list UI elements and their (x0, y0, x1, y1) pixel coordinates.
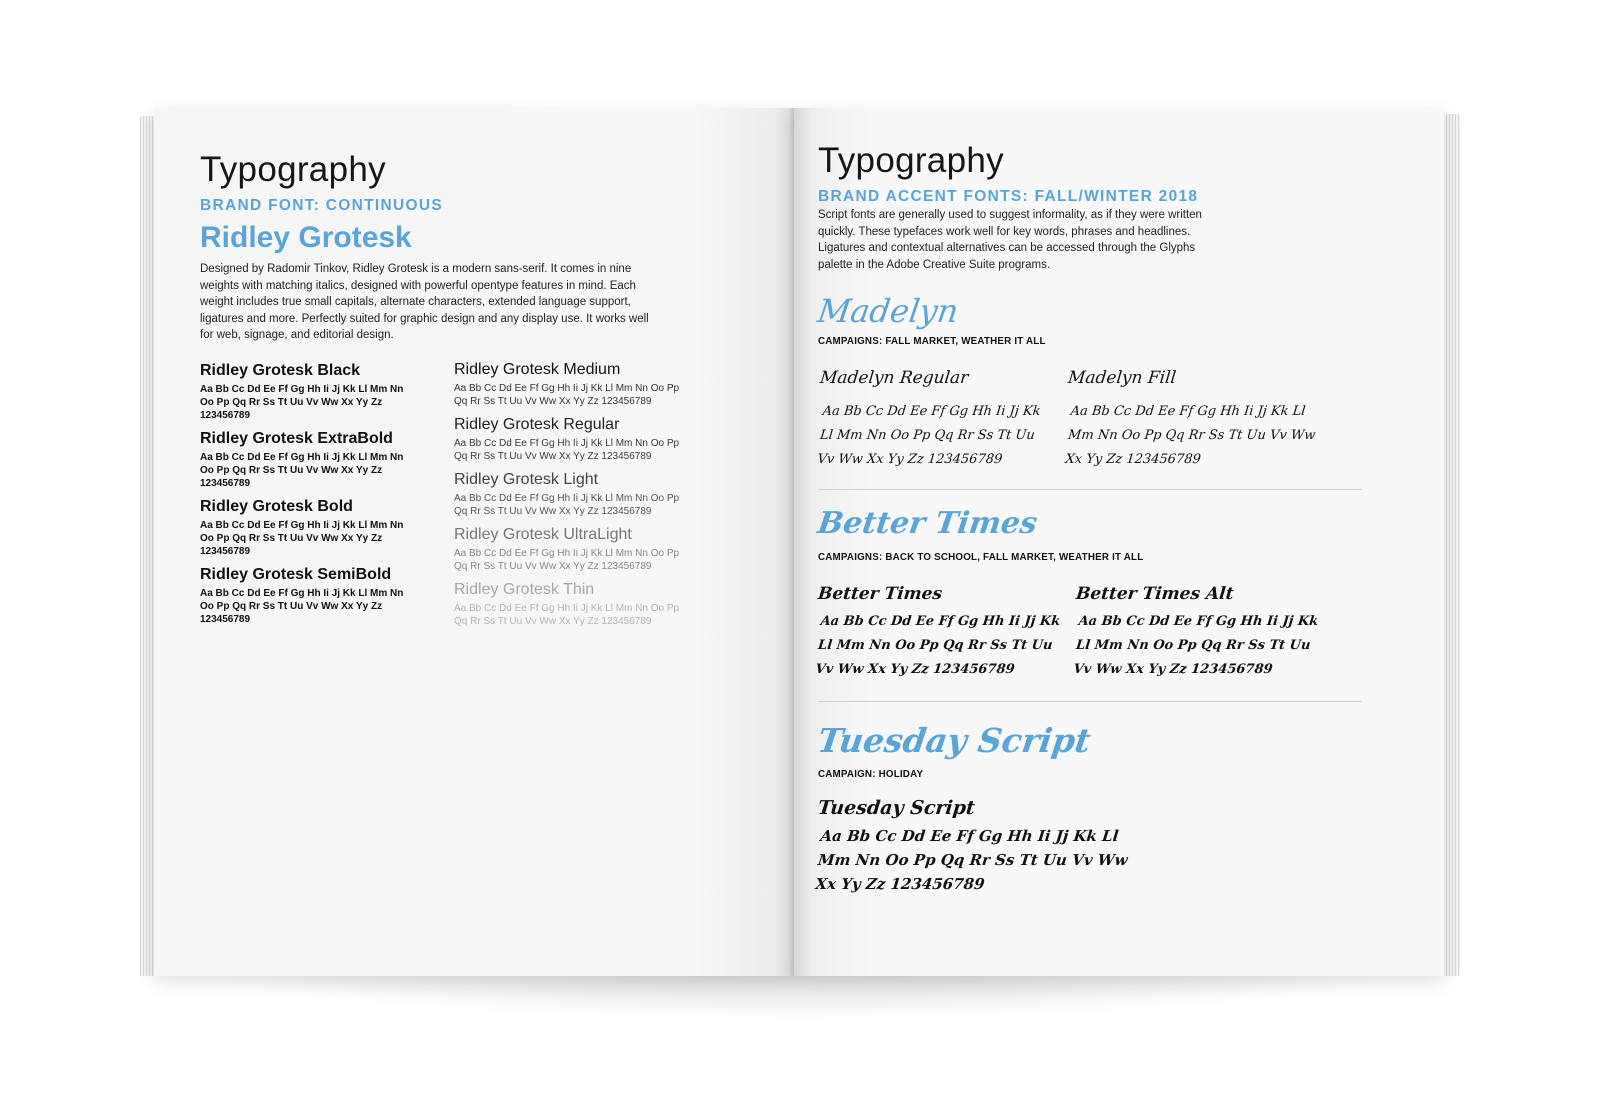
section-divider (818, 701, 1362, 702)
better-times-campaigns: CAMPAIGNS: BACK TO SCHOOL, FALL MARKET, WEATHER IT ALL (818, 552, 1144, 563)
font-family-name: Ridley Grotesk (200, 221, 412, 254)
right-page (794, 108, 1444, 976)
accent-fonts-subtitle: BRAND ACCENT FONTS: FALL/WINTER 2018 (818, 188, 1199, 205)
better-times-regular-name: Better Times (816, 584, 944, 604)
madelyn-title: Madelyn (815, 292, 961, 330)
madelyn-campaigns: CAMPAIGNS: FALL MARKET, WEATHER IT ALL (818, 336, 1046, 347)
weight-glyphs: Aa Bb Cc Dd Ee Ff Gg Hh Ii Jj Kk Ll Mm Nn Oo Pp Qq Rr Ss Tt Uu Vv Ww Xx Yy Zz 123456789 (454, 548, 680, 572)
weight-name: Ridley Grotesk UltraLight (454, 526, 632, 543)
tuesday-script-title: Tuesday Script (815, 721, 1094, 760)
weight-name: Ridley Grotesk SemiBold (200, 566, 392, 583)
weight-glyphs: Aa Bb Cc Dd Ee Ff Gg Hh Ii Jj Kk Ll Mm Nn Oo Pp Qq Rr Ss Tt Uu Vv Ww Xx Yy Zz 123456789 (200, 452, 404, 489)
page-title: Typography (818, 141, 1004, 180)
weight-name: Ridley Grotesk Regular (454, 416, 620, 433)
madelyn-fill-name: Madelyn Fill (1066, 368, 1178, 388)
weight-glyphs: Aa Bb Cc Dd Ee Ff Gg Hh Ii Jj Kk Ll Mm Nn Oo Pp Qq Rr Ss Tt Uu Vv Ww Xx Yy Zz 123456789 (200, 588, 404, 625)
page-edges-right (1444, 114, 1460, 976)
weight-name: Ridley Grotesk Thin (454, 581, 595, 598)
better-times-regular-glyphs: Aa Bb Cc Dd Ee Ff Gg Hh Ii Jj Kk Ll Mm Nn Oo Pp Qq Rr Ss Tt Uu Vv Ww Xx Yy Zz 123456789 (814, 614, 1061, 677)
tuesday-script-name: Tuesday Script (816, 797, 976, 819)
weight-name: Ridley Grotesk Medium (454, 361, 621, 378)
weight-glyphs: Aa Bb Cc Dd Ee Ff Gg Hh Ii Jj Kk Ll Mm Nn Oo Pp Qq Rr Ss Tt Uu Vv Ww Xx Yy Zz 123456789 (454, 603, 680, 627)
weight-glyphs: Aa Bb Cc Dd Ee Ff Gg Hh Ii Jj Kk Ll Mm Nn Oo Pp Qq Rr Ss Tt Uu Vv Ww Xx Yy Zz 123456789 (454, 383, 680, 407)
better-times-alt-glyphs: Aa Bb Cc Dd Ee Ff Gg Hh Ii Jj Kk Ll Mm Nn Oo Pp Qq Rr Ss Tt Uu Vv Ww Xx Yy Zz 123456789 (1072, 614, 1319, 677)
weight-glyphs: Aa Bb Cc Dd Ee Ff Gg Hh Ii Jj Kk Ll Mm Nn Oo Pp Qq Rr Ss Tt Uu Vv Ww Xx Yy Zz 123456789 (454, 438, 680, 462)
weight-name: Ridley Grotesk ExtraBold (200, 430, 393, 447)
madelyn-regular-glyphs: Aa Bb Cc Dd Ee Ff Gg Hh Ii Jj Kk Ll Mm Nn Oo Pp Qq Rr Ss Tt Uu Vv Ww Xx Yy Zz 123456789 (816, 404, 1042, 467)
weight-name: Ridley Grotesk Black (200, 362, 361, 379)
weight-glyphs: Aa Bb Cc Dd Ee Ff Gg Hh Ii Jj Kk Ll Mm Nn Oo Pp Qq Rr Ss Tt Uu Vv Ww Xx Yy Zz 123456789 (200, 384, 404, 421)
weight-glyphs: Aa Bb Cc Dd Ee Ff Gg Hh Ii Jj Kk Ll Mm Nn Oo Pp Qq Rr Ss Tt Uu Vv Ww Xx Yy Zz 123456789 (200, 520, 404, 557)
madelyn-regular-name: Madelyn Regular (818, 368, 970, 388)
open-brochure (140, 108, 1460, 980)
script-description: Script fonts are generally used to suggest informality, as if they were written quickly. These typefaces work well for key words, phrases and headlines. Ligatures and contextual alternatives can be accessed through the Glyphs palette in the Adobe Creative Suite programs. (818, 209, 1202, 271)
tuesday-script-glyphs: Aa Bb Cc Dd Ee Ff Gg Hh Ii Jj Kk Ll Mm Nn Oo Pp Qq Rr Ss Tt Uu Vv Ww Xx Yy Zz 123456789 (814, 827, 1129, 893)
section-divider (818, 489, 1362, 490)
brand-font-subtitle: BRAND FONT: CONTINUOUS (200, 197, 444, 214)
better-times-title: Better Times (815, 506, 1040, 541)
madelyn-fill-glyphs: Aa Bb Cc Dd Ee Ff Gg Hh Ii Jj Kk Ll Mm Nn Oo Pp Qq Rr Ss Tt Uu Vv Ww Xx Yy Zz 123456789 (1064, 404, 1317, 467)
weight-glyphs: Aa Bb Cc Dd Ee Ff Gg Hh Ii Jj Kk Ll Mm Nn Oo Pp Qq Rr Ss Tt Uu Vv Ww Xx Yy Zz 123456789 (454, 493, 680, 517)
weight-name: Ridley Grotesk Bold (200, 498, 353, 515)
font-description: Designed by Radomir Tinkov, Ridley Grotesk is a modern sans-serif. It comes in nine weights with matching italics, designed with powerful opentype features in mind. Each weight includes true small capitals, alternate characters, extended language support, ligatures and more. Perfectly suited for graphic design and any display use. It works well for web, signage, and editorial design. (200, 263, 649, 341)
weight-name: Ridley Grotesk Light (454, 471, 599, 488)
left-page (154, 108, 794, 976)
page-title: Typography (200, 150, 386, 189)
tuesday-script-campaign: CAMPAIGN: HOLIDAY (818, 769, 924, 780)
better-times-alt-name: Better Times Alt (1074, 584, 1235, 604)
